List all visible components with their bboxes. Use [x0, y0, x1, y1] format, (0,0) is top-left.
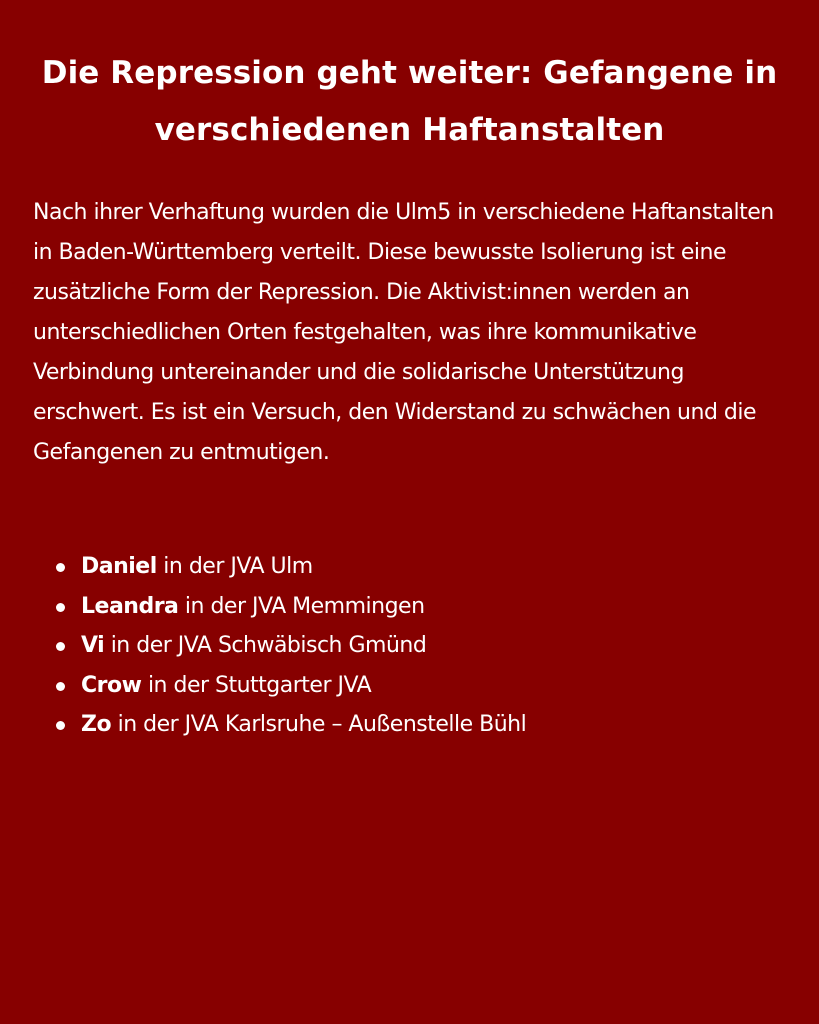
prisoner-location: in der JVA Ulm [163, 554, 313, 579]
bullet-icon [56, 563, 65, 572]
bullet-icon [56, 721, 65, 730]
bullet-icon [56, 682, 65, 691]
prisoner-location: in der JVA Karlsruhe – Außenstelle Bühl [117, 712, 527, 737]
list-item [33, 547, 793, 587]
list-item [33, 666, 793, 706]
list-item [33, 587, 793, 627]
prisoner-name: Daniel [81, 554, 157, 579]
list-item [33, 705, 793, 745]
prisoner-name: Vi [81, 633, 105, 658]
prisoner-list [33, 547, 793, 745]
prisoner-location: in der JVA Memmingen [184, 593, 425, 619]
page-title: Die Repression geht weiter: Gefangene in verschiedenen Haftanstalten [41, 55, 778, 148]
prisoner-name: Crow [81, 672, 142, 698]
prisoner-name: Zo [81, 712, 112, 737]
prisoner-location: in der Stuttgarter JVA [147, 672, 372, 698]
bullet-icon [56, 603, 65, 612]
intro-paragraph: Nach ihrer Verhaftung wurden die Ulm5 in verschiedene Haftanstalten in Baden-Württemberg verteilt. Diese bewusste Isolierung ist eine zusätzliche Form der Repression. Die Aktivist:innen werden an unterschiedlichen Orten festgehalten, was ihre kommunikative Verbindung untereinander und die solidarische Unterstützung erschwert. Es ist ein Versuch, den Widerstand zu schwächen und die Gefangenen zu entmutigen. [33, 200, 774, 465]
prisoner-name: Leandra [81, 593, 179, 619]
prisoner-location: in der JVA Schwäbisch Gmünd [110, 633, 427, 658]
list-item [33, 626, 793, 666]
bullet-icon [56, 642, 65, 651]
